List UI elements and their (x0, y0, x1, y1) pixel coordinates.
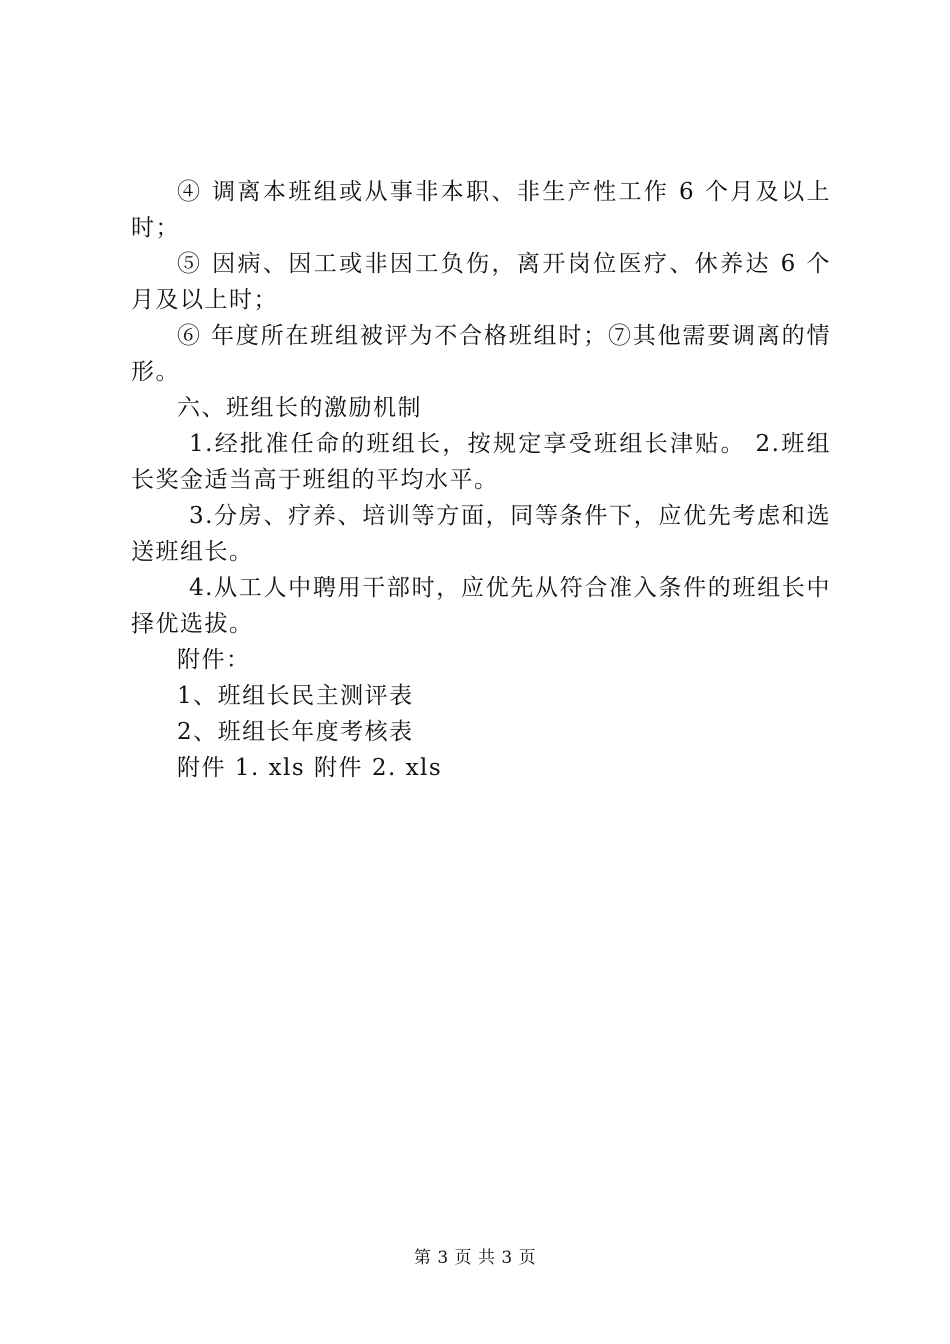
paragraph-incentive-3: 3.分房、疗养、培训等方面，同等条件下，应优先考虑和选送班组长。 (131, 503, 831, 565)
paragraph-transfer-clause-4: ④ 调离本班组或从事非本职、非生产性工作 6 个月及以上时； (131, 179, 831, 241)
section-heading-incentives: 六、班组长的激励机制 (177, 395, 422, 421)
paragraph-incentive-1-2: 1.经批准任命的班组长，按规定享受班组长津贴。 2.班组长奖金适当高于班组的平均水平。 (131, 431, 831, 493)
document-body (131, 174, 831, 786)
paragraph-transfer-clause-5: ⑤ 因病、因工或非因工负伤，离开岗位医疗、休养达 6 个月及以上时； (131, 251, 831, 313)
attachments-heading: 附件： (177, 647, 251, 673)
page-number-footer: 第 3 页 共 3 页 (413, 1248, 537, 1268)
attachment-files: 附件 1. xls 附件 2. xls (177, 755, 443, 781)
paragraph-transfer-clause-6-7: ⑥ 年度所在班组被评为不合格班组时；⑦其他需要调离的情形。 (131, 323, 831, 385)
attachment-item-1: 1、班组长民主测评表 (177, 683, 414, 709)
attachment-item-2: 2、班组长年度考核表 (177, 719, 414, 745)
paragraph-incentive-4: 4.从工人中聘用干部时，应优先从符合准入条件的班组长中择优选拔。 (131, 575, 831, 637)
